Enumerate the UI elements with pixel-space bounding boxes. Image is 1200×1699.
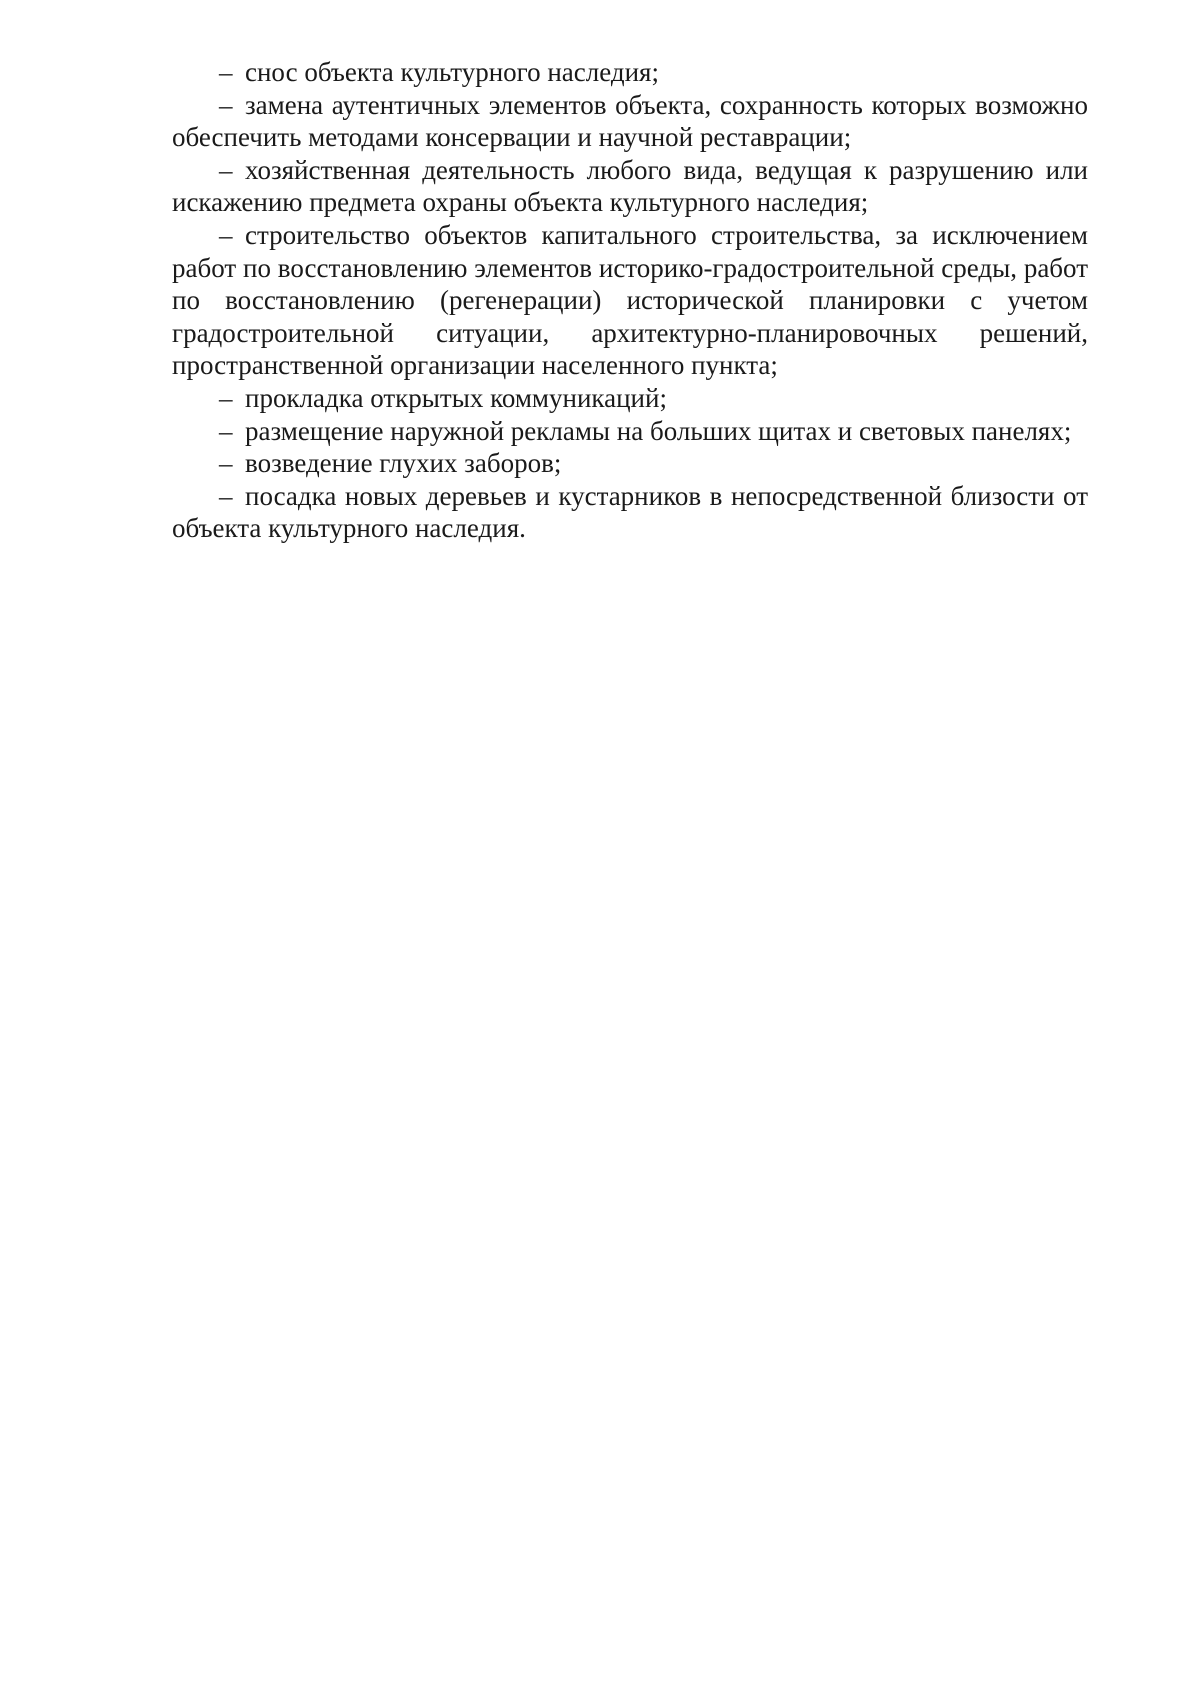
list-item xyxy=(172,415,1088,448)
list-item xyxy=(172,154,1088,219)
dash-bullet: – xyxy=(219,57,233,87)
list-item-text: хозяйственная деятельность любого вида, ведущая к разрушению или искажению предмета охраны объекта культурного наследия; xyxy=(172,154,1088,218)
list-item-text: строительство объектов капитального строительства, за исключением работ по восстановлению элементов историко-градостроительной среды, работ по восстановлению (регенерации) исторической планировки с учетом градостроительной ситуации, архитектурно-планировочных решений, пространственной организации населенного пункта; xyxy=(172,219,1088,381)
list-item xyxy=(172,56,1088,89)
dash-bullet: – xyxy=(219,89,233,120)
list-item-text: снос объекта культурного наследия; xyxy=(245,57,659,87)
list-item-text: замена аутентичных элементов объекта, сохранность которых возможно обеспечить методами консервации и научной реставрации; xyxy=(172,89,1088,153)
dash-bullet: – xyxy=(219,219,233,250)
list-item-text: размещение наружной рекламы на больших щитах и световых панелях; xyxy=(245,415,1072,446)
list-item xyxy=(172,480,1088,545)
list-item xyxy=(172,447,1088,480)
list-item-text: возведение глухих заборов; xyxy=(245,448,562,479)
list-item xyxy=(172,89,1088,154)
dash-bullet: – xyxy=(219,415,233,446)
list-item xyxy=(172,219,1088,382)
dash-bullet: – xyxy=(219,382,233,413)
list-item xyxy=(172,382,1088,415)
dash-bullet: – xyxy=(219,154,233,185)
list-item-text: прокладка открытых коммуникаций; xyxy=(245,382,667,413)
list-item-text: посадка новых деревьев и кустарников в непосредственной близости от объекта культурного наследия. xyxy=(172,480,1088,544)
dash-bullet: – xyxy=(219,448,233,479)
restrictions-list xyxy=(172,56,1088,545)
dash-bullet: – xyxy=(219,480,233,511)
